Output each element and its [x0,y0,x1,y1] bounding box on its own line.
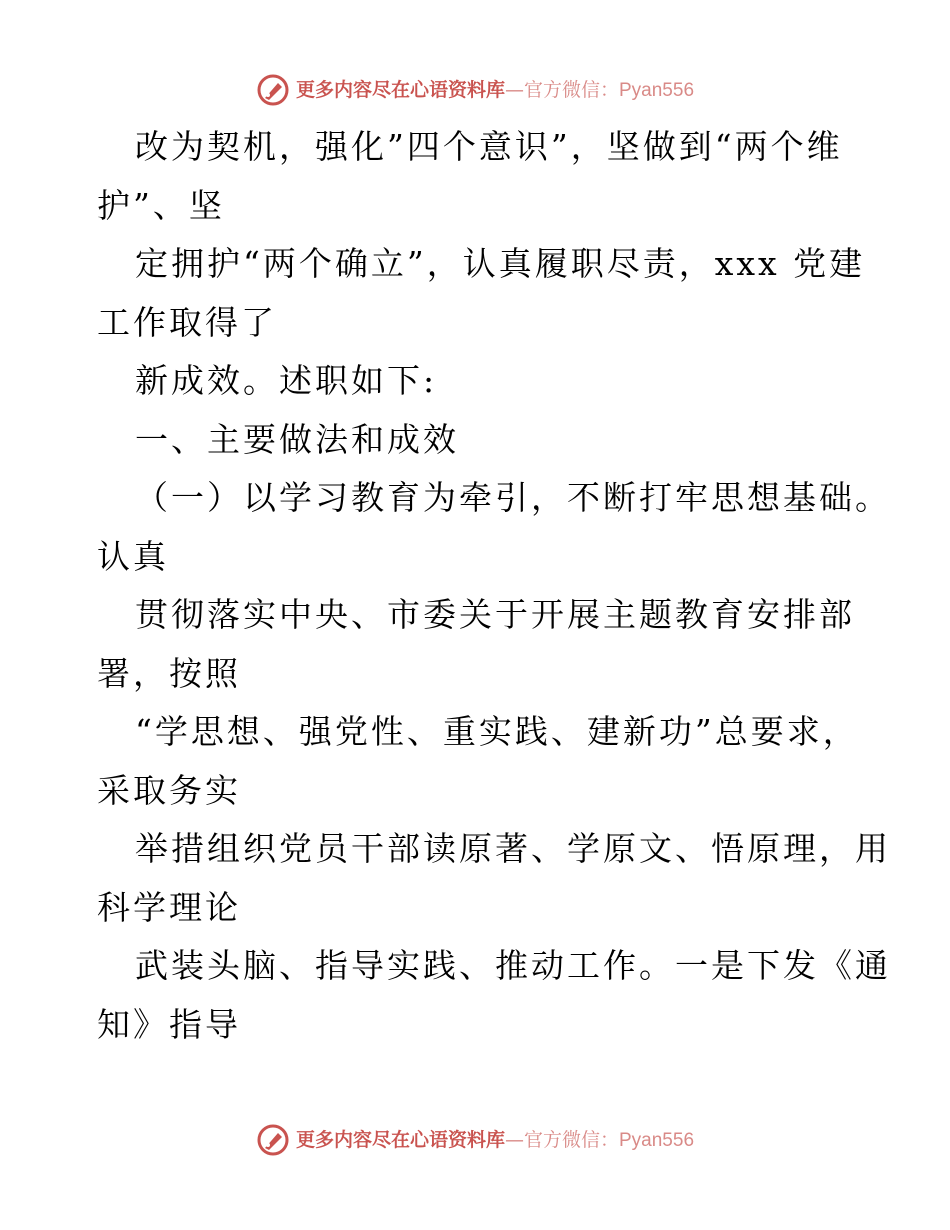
pen-nib-logo-icon [256,73,290,107]
body-line: 认真 [97,536,169,576]
body-line: 护”、坚 [97,185,225,225]
watermark-wechat-id: Pyan556 [619,79,695,101]
watermark-sub-text: 官方微信： [523,78,619,101]
body-line: 举措组织党员干部读原著、学原文、悟原理，用 [135,829,891,868]
watermark-wechat-id: Pyan556 [619,1129,695,1151]
body-line: 新成效。述职如下: [135,361,438,400]
footer-watermark [0,1120,950,1160]
body-line: 贯彻落实中央、市委关于开展主题教育安排部 [135,595,855,634]
watermark-main-text: 更多内容尽在心语资料库 [295,1128,505,1151]
watermark-main-text: 更多内容尽在心语资料库 [295,78,505,101]
body-line: 武装头脑、指导实践、推动工作。一是下发《通 [135,946,891,985]
body-line: 采取务实 [97,770,241,810]
header-watermark [0,70,950,110]
body-line: 科学理论 [97,887,241,927]
body-line: “学思想、强党性、重实践、建新功”总要求， [135,712,859,751]
body-line: 改为契机，强化”四个意识”，坚做到“两个维 [135,127,843,166]
section-heading: 一、主要做法和成效 [135,419,459,459]
body-line: 知》指导 [97,1004,241,1044]
pen-nib-logo-icon [256,1123,290,1157]
body-line: 定拥护“两个确立”，认真履职尽责，xxx 党建 [135,244,866,283]
body-line: 工作取得了 [97,302,277,342]
body-line: 署，按照 [97,653,241,693]
subsection-heading: （一）以学习教育为牵引，不断打牢思想基础。 [135,478,891,517]
watermark-dash: — [504,78,524,101]
document-body [97,118,891,1054]
watermark-sub-text: 官方微信： [523,1128,619,1151]
watermark-dash: — [504,1128,524,1151]
